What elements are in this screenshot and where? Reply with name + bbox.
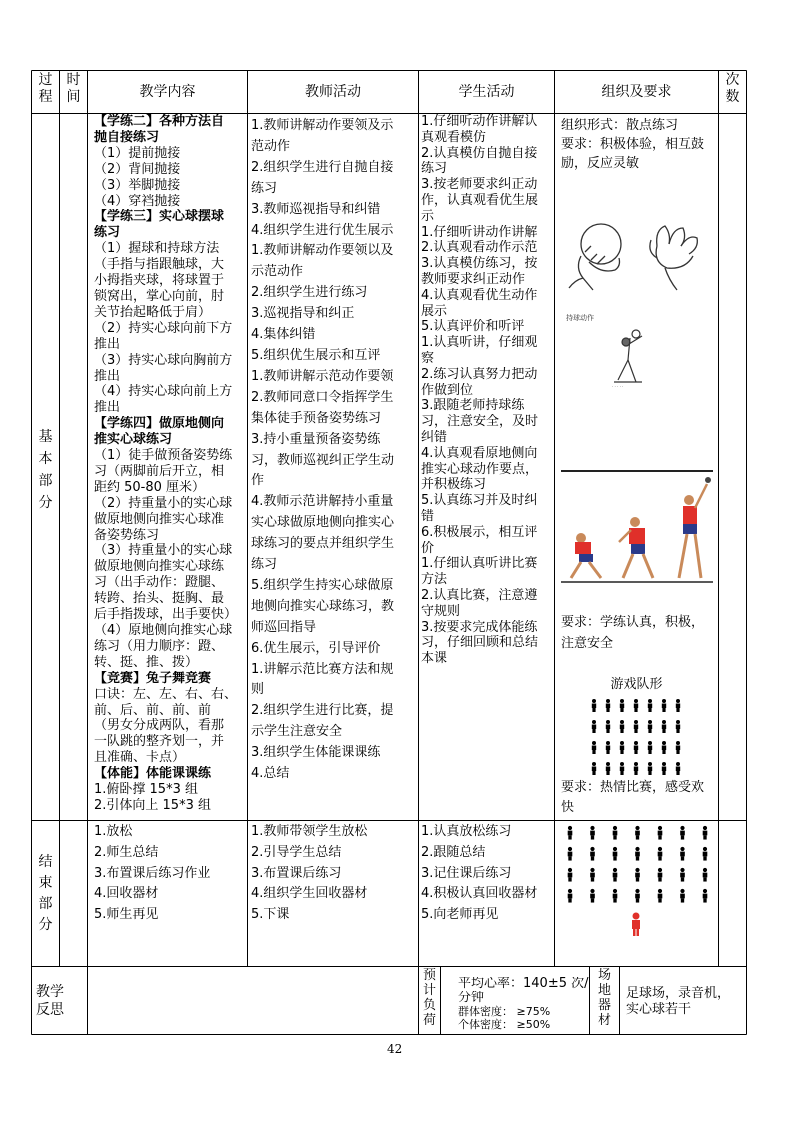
content-line: 关节抬起略低于肩） <box>94 304 212 320</box>
org-requirements-3: 要求：热情比赛，感受欢 快 <box>561 780 705 815</box>
content-line: （2）持实心球向前下方 <box>94 320 233 336</box>
teacher-activity-line: 5.组织优生展示和互评 <box>251 347 381 363</box>
ending-student-line: 4.积极认真回收器材 <box>421 886 538 902</box>
student-figure <box>568 826 573 840</box>
student-figure <box>658 847 663 861</box>
teacher-activity-line: 范动作 <box>251 138 291 154</box>
content-line: 距约 50-80 厘米） <box>94 479 206 495</box>
student-activity-line: 4.认真观看优生动作 <box>421 287 538 303</box>
ending-student-line: 3.记住课后练习 <box>421 865 512 881</box>
ending-content <box>94 822 246 926</box>
content-line: 【竞赛】兔子舞竞赛 <box>94 670 212 686</box>
content-line: （1）徒手做预备姿势练 <box>94 448 233 464</box>
student-figure <box>590 868 595 882</box>
student-activity-line: 3.按要求完成体能练 <box>421 619 538 635</box>
student-figure <box>658 826 663 840</box>
ending-teacher-activity <box>251 822 417 926</box>
student-activity-line: 1.仔细认真听讲比赛 <box>421 556 538 572</box>
content-line: （1）握球和持球方法 <box>94 241 220 257</box>
content-line: 1.俯卧撑 15*3 组 <box>94 782 198 798</box>
teacher-activity-line: 4.总结 <box>251 766 290 782</box>
teacher-activity-line: 4.集体纠错 <box>251 327 316 343</box>
content-line: 【学练四】做原地侧向 <box>94 416 225 432</box>
student-activity-line: 2.认真观看动作示范 <box>421 240 538 256</box>
student-activity-line: 5.认真练习并及时纠 <box>421 493 538 509</box>
relaxation-formation-diagram <box>560 824 716 940</box>
student-activity-line: 错 <box>421 508 435 524</box>
student-activity-line: 本课 <box>421 651 448 667</box>
student-figure <box>568 847 573 861</box>
content-line: 推实心球练习 <box>94 432 173 448</box>
student-figure <box>703 847 708 861</box>
content-line: 推出 <box>94 400 121 416</box>
student-activity-line: 2.练习认真努力把动 <box>421 366 538 382</box>
teacher-activity-line: 则 <box>251 682 265 698</box>
org-requirements-top: 组织形式：散点练习 要求：积极体验，相互鼓 励，反应灵敏 <box>561 118 705 171</box>
density: 群体密度： ≥75% 个体密度： ≥50% <box>458 1005 551 1031</box>
content-line: （2）背间抛接 <box>94 161 181 177</box>
student-activity-line: 作，认真观看优生展 <box>421 192 539 208</box>
content-line: 2.引体向上 15*3 组 <box>94 797 211 813</box>
content-line: 推出 <box>94 336 121 352</box>
student-figure <box>613 868 618 882</box>
content-line: （3）持重量小的实心球 <box>94 543 233 559</box>
student-figure <box>590 826 595 840</box>
teacher-activity-line: 师巡回指导 <box>251 619 317 635</box>
student-activity-line: 3.认真模仿练习，按 <box>421 256 538 272</box>
teacher-activity-line: 3.教师巡视指导和纠错 <box>251 201 381 217</box>
content-line: 抛自接练习 <box>94 129 160 145</box>
student-figure <box>635 868 640 882</box>
student-activity-line: 1.仔细听讲动作讲解 <box>421 224 538 240</box>
content-line: （1）提前抛接 <box>94 145 181 161</box>
basic-section-label: 基 本 部 分 <box>38 429 53 511</box>
teacher-activity-line: 地侧向推实心球练习，教 <box>251 598 395 614</box>
ending-student-line: 1.认真放松练习 <box>421 824 512 839</box>
teacher-activity-line: 2.教师同意口令指挥学生 <box>251 389 394 405</box>
teacher-activity-line: 1.讲解示范比赛方法和规 <box>251 661 394 677</box>
student-activity-line: 习，注意安全，及时 <box>421 414 539 430</box>
teacher-activity-line: 3.巡视指导和纠正 <box>251 306 355 322</box>
student-figure <box>662 762 666 775</box>
student-activity-line: 展示 <box>421 303 448 319</box>
formation-title: 游戏队形 <box>610 677 663 692</box>
content-line: 【学练二】各种方法自 <box>94 114 225 129</box>
student-activity-line: 1.认真听讲，仔细观 <box>421 335 538 351</box>
svg-text:· · · · ·: · · · · · <box>612 384 624 389</box>
student-figure <box>662 720 666 733</box>
content-line: 推出 <box>94 368 121 384</box>
page-number: 42 <box>387 1042 403 1056</box>
content-line: （4）穿裆抛接 <box>94 193 181 209</box>
student-figure <box>590 889 595 903</box>
equipment-label: 场 地 器 材 <box>597 968 611 1028</box>
teacher-activity-line: 3.组织学生体能课课练 <box>251 745 381 761</box>
student-figure <box>613 826 618 840</box>
student-figure <box>676 762 680 775</box>
content-line: （3）举脚抛接 <box>94 177 181 193</box>
teacher-activity-line: 练习 <box>251 180 278 196</box>
ending-student-activity <box>421 822 553 926</box>
header-time: 时 间 <box>66 72 81 105</box>
student-figure <box>676 720 680 733</box>
content-line: 习（两脚前后开立，相 <box>94 463 225 479</box>
student-figure <box>680 868 685 882</box>
student-figure <box>634 699 638 712</box>
student-figure <box>606 741 610 754</box>
student-figure <box>620 762 624 775</box>
teacher-activity-line: 示学生注意安全 <box>251 724 343 740</box>
student-figure <box>606 699 610 712</box>
content-line: 锁窝出，掌心向前，肘 <box>94 288 225 304</box>
heart-rate: 平均心率：140±5 次/ 分钟 <box>458 977 589 1005</box>
student-figure <box>680 889 685 903</box>
header-student: 学生活动 <box>458 84 515 100</box>
teacher-activity-line: 球练习的要点并组织学生 <box>251 536 395 552</box>
teacher-activity-line: 5.组织学生持实心球做原 <box>251 577 394 593</box>
ending-content-line: 2.师生总结 <box>94 844 159 860</box>
student-activity-line: 6.积极展示，相互评 <box>421 524 538 540</box>
student-figure <box>620 699 624 712</box>
ending-teacher-line: 3.布置课后练习 <box>251 865 342 881</box>
header-organization: 组织及要求 <box>601 84 672 100</box>
holding-ball-caption: 持球动作 <box>566 314 594 322</box>
teacher-figure <box>632 913 640 937</box>
basic-teacher-activity <box>251 116 417 785</box>
teacher-activity-line: 1.教师讲解示范动作要领 <box>251 368 394 384</box>
teacher-activity-line: 习，教师巡视纠正学生动 <box>251 452 395 468</box>
content-line: 转跨、抬头、挺胸、最 <box>94 591 225 607</box>
student-figure <box>592 720 596 733</box>
student-activity-line: 4.认真观看原地侧向 <box>421 445 538 461</box>
teacher-activity-line: 4.教师示范讲解持小重量 <box>251 494 394 510</box>
teacher-activity-line: 6.优生展示，引导评价 <box>251 640 381 656</box>
content-line: 练习（用力顺序：蹬、 <box>94 638 225 654</box>
content-line: （3）持实心球向胸前方 <box>94 352 233 368</box>
ending-student-line: 2.跟随总结 <box>421 844 486 860</box>
student-activity-line: 价 <box>421 540 435 556</box>
org-requirements-2: 要求：学练认真，积极， 注意安全 <box>561 615 705 651</box>
student-figure <box>590 847 595 861</box>
student-figure <box>703 889 708 903</box>
student-activity-line: 5.认真评价和听评 <box>421 319 525 335</box>
basic-student-activity <box>421 114 553 667</box>
content-line: 小拇指夹球，将球置于 <box>94 273 225 289</box>
student-figure <box>635 826 640 840</box>
student-figure <box>703 868 708 882</box>
student-activity-line: 示 <box>421 208 435 224</box>
student-figure <box>613 847 618 861</box>
student-activity-line: 教师要求纠正动作 <box>421 271 526 287</box>
ending-section-label: 结 束 部 分 <box>38 854 53 933</box>
teacher-activity-line: 2.组织学生进行比赛，提 <box>251 703 394 719</box>
student-activity-line: 推实心球动作要点， <box>421 461 539 477</box>
content-line: 习（出手动作：蹬腿、 <box>94 575 225 591</box>
student-figure <box>648 741 652 754</box>
content-line: 转、挺、推、拨） <box>94 654 199 670</box>
teacher-activity-line: 作 <box>251 473 265 489</box>
student-figure <box>620 741 624 754</box>
ending-teacher-line: 2.引导学生总结 <box>251 844 342 860</box>
content-line: 【体能】体能课课练 <box>94 766 212 782</box>
student-activity-line: 方法 <box>421 572 448 588</box>
student-figure <box>635 889 640 903</box>
game-formation-diagram <box>588 697 688 775</box>
content-line: （2）持重量小的实心球 <box>94 495 233 511</box>
content-line: 且准确、卡点） <box>94 750 186 766</box>
student-activity-line: 3.按老师要求纠正动 <box>421 177 538 193</box>
ending-content-line: 1.放松 <box>94 824 133 839</box>
student-figure <box>658 868 663 882</box>
holding-ball-figure <box>596 326 656 390</box>
ending-student-line: 5.向老师再见 <box>421 907 499 923</box>
ball-grip-illustration <box>561 216 713 296</box>
student-figure <box>634 762 638 775</box>
student-figure <box>606 762 610 775</box>
content-line: 【学练三】实心球摆球 <box>94 209 225 225</box>
student-activity-line: 并积极练习 <box>421 477 487 493</box>
content-line: 做原地侧向推实心球准 <box>94 511 225 527</box>
student-activity-line: 2.认真模仿自抛自接 <box>421 145 538 161</box>
teacher-activity-line: 1.教师讲解动作要领以及 <box>251 243 394 259</box>
student-figure <box>648 762 652 775</box>
content-line: 口诀：左、左、右、右、 <box>94 686 238 702</box>
student-figure <box>634 741 638 754</box>
student-figure <box>592 741 596 754</box>
student-activity-line: 3.跟随老师持球练 <box>421 398 525 414</box>
student-activity-line: 练习 <box>421 161 448 177</box>
header-content: 教学内容 <box>139 84 196 100</box>
reflection-label: 教学 反思 <box>36 984 64 1018</box>
student-activity-line: 察 <box>421 350 435 366</box>
content-line: 前、后、前、前、前 <box>94 702 212 718</box>
content-line: 后手指拨球，出手要快） <box>94 607 238 623</box>
student-figure <box>635 847 640 861</box>
teacher-activity-line: 3.持小重量预备姿势练 <box>251 431 381 447</box>
student-figure <box>613 889 618 903</box>
student-figure <box>634 720 638 733</box>
student-figure <box>592 762 596 775</box>
ending-content-line: 3.布置课后练习作业 <box>94 865 211 881</box>
student-activity-line: 习，仔细回顾和总结 <box>421 635 539 651</box>
student-figure <box>568 889 573 903</box>
teacher-activity-line: 实心球做原地侧向推实心 <box>251 515 395 531</box>
teacher-activity-line: 示范动作 <box>251 264 304 280</box>
student-activity-line: 2.认真比赛，注意遵 <box>421 587 538 603</box>
content-line: 备姿势练习 <box>94 527 160 543</box>
teacher-activity-line: 4.组织学生进行优生展示 <box>251 222 394 238</box>
shot-put-sequence-illustration <box>561 470 713 586</box>
student-figure <box>662 741 666 754</box>
header-count: 次 数 <box>725 72 740 105</box>
teacher-activity-line: 集体徒手预备姿势练习 <box>251 410 382 426</box>
student-figure <box>676 699 680 712</box>
content-line: 练习 <box>94 225 121 241</box>
student-figure <box>620 720 624 733</box>
student-activity-line: 作做到位 <box>421 382 474 398</box>
student-activity-line: 纠错 <box>421 429 448 445</box>
estimated-load-label: 预 计 负 荷 <box>422 968 436 1028</box>
content-line: （男女分成两队，看那 <box>94 718 225 734</box>
header-teacher: 教师活动 <box>305 84 361 100</box>
equipment-list: 足球场，录音机， 实心球若干 <box>626 986 731 1017</box>
content-line: （4）持实心球向前上方 <box>94 384 233 400</box>
teacher-activity-line: 练习 <box>251 557 278 573</box>
student-figure <box>606 720 610 733</box>
student-activity-line: 1.仔细听动作讲解认 <box>421 114 538 129</box>
ending-teacher-line: 1.教师带领学生放松 <box>251 824 368 839</box>
student-figure <box>703 826 708 840</box>
student-figure <box>648 699 652 712</box>
student-figure <box>648 720 652 733</box>
student-figure <box>568 868 573 882</box>
student-activity-line: 守规则 <box>421 603 461 619</box>
student-figure <box>662 699 666 712</box>
teacher-activity-line: 1.教师讲解动作要领及示 <box>251 118 394 133</box>
student-figure <box>680 826 685 840</box>
student-figure <box>676 741 680 754</box>
ending-content-line: 5.师生再见 <box>94 907 159 923</box>
content-line: 一队跳的整齐划一，并 <box>94 734 225 750</box>
student-figure <box>658 889 663 903</box>
teacher-activity-line: 2.组织学生进行练习 <box>251 285 368 301</box>
ending-teacher-line: 4.组织学生回收器材 <box>251 886 368 902</box>
basic-content <box>94 114 246 814</box>
student-figure <box>592 699 596 712</box>
content-line: （4）原地侧向推实心球 <box>94 623 233 638</box>
ending-content-line: 4.回收器材 <box>94 886 159 902</box>
content-line: （手指与指跟触球，大 <box>94 257 225 273</box>
header-process: 过 程 <box>38 72 53 105</box>
teacher-activity-line: 2.组织学生进行自抛自接 <box>251 159 394 175</box>
student-activity-line: 真观看模仿 <box>421 129 487 145</box>
ending-teacher-line: 5.下课 <box>251 907 290 923</box>
content-line: 做原地侧向推实心球练 <box>94 559 225 575</box>
student-figure <box>680 847 685 861</box>
